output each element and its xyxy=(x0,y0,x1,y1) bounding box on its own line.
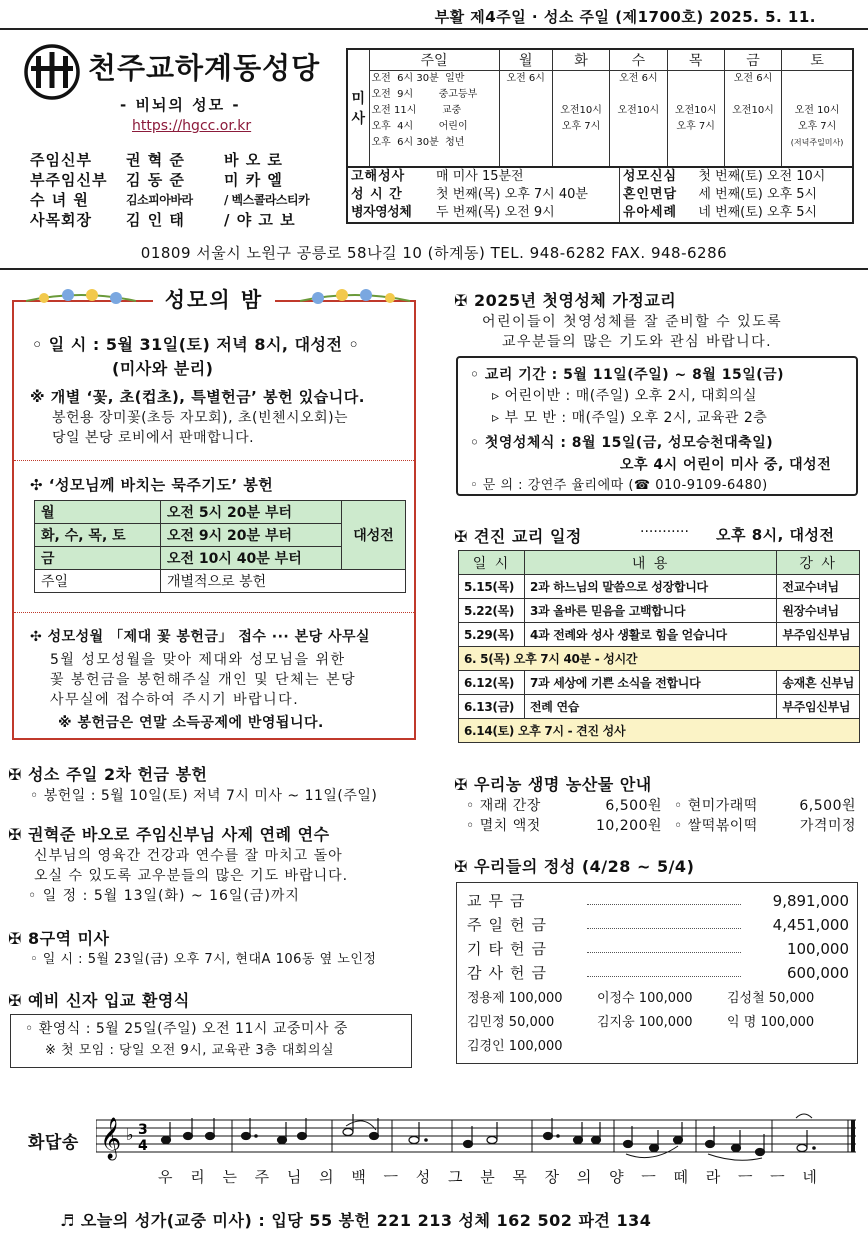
offering-title: ✠ 우리들의 정성 (4/28 ~ 5/4) xyxy=(454,857,695,876)
district-mass-text: ◦ 일 시 : 5월 23일(금) 오후 7시, 현대A 106동 옆 노인정 xyxy=(30,952,377,967)
confirmation-dots: ··········· xyxy=(640,524,689,540)
table-row: 6.12(목) 7과 세상에 기쁜 소식을 전합니다 송재흔 신부님 xyxy=(459,671,860,695)
day-header: 토 xyxy=(782,49,853,71)
staff-name: 김소피아바라 xyxy=(126,193,193,207)
confirmation-time: 오후 8시, 대성전 xyxy=(716,526,835,544)
first-communion-title: ✠ 2025년 첫영성체 가정교리 xyxy=(454,291,677,310)
service-row: 성 시 간 첫 번째(목) 오후 7시 40분 혼인면담 세 번째(토) 오후 5시 xyxy=(351,187,818,202)
table-row: 월 오전 5시 20분 부터 대성전 xyxy=(35,501,406,524)
psalm-lyrics: 우 리 는 주 님 의 백 ㅡ 성 그 분 목 장 의 양 ㅡ 떼 라 ㅡ ㅡ 네 xyxy=(158,1168,818,1186)
altar-flower-heading: ✣ 성모성월 「제대 꽃 봉헌금」 접수 ··· 본당 사무실 xyxy=(30,629,371,645)
friday-times: 오전 6시 오전10시 xyxy=(724,71,781,167)
first-communion-box xyxy=(456,356,858,496)
offering-line: 감사헌금 600,000 xyxy=(467,961,849,985)
table-row: 6.14(토) 오후 7시 - 견진 성사 xyxy=(459,719,860,743)
service-row: 고해성사 매 미사 15분전 성모신심 첫 번째(토) 오전 10시 xyxy=(351,169,826,184)
table-row: 5.15(목) 2과 하느님의 말씀으로 성장합니다 전교수녀님 xyxy=(459,575,860,599)
offering-line: 교무금 9,891,000 xyxy=(467,889,849,913)
mass-schedule-table xyxy=(346,48,854,168)
saturday-times: 오전 10시 오후 7시 (저녁주일미사) xyxy=(782,71,853,167)
day-header: 목 xyxy=(667,49,724,71)
mass-label: 미사 xyxy=(347,49,369,167)
psalm-label: 화답송 xyxy=(28,1133,79,1153)
pastor-retreat-text: 신부님의 영육간 건강과 연수를 잘 마치고 돌아 오실 수 있도록 교우분들의 많은 기도 바랍니다. ◦ 일 정 : 5월 13일(화) ~ 16일(금)까지 xyxy=(28,848,349,904)
class-period: ◦ 교리 기간 : 5월 11일(주일) ~ 8월 15일(금) xyxy=(470,367,785,383)
day-header: 수 xyxy=(610,49,667,71)
psalm-score xyxy=(96,1110,856,1168)
address-line: 01809 서울시 노원구 공릉로 58나길 10 (하계동) TEL. 948-6282 FAX. 948-6286 xyxy=(0,236,868,270)
newcomer-ceremony: ◦ 환영식 : 5월 25일(주일) 오전 11시 교중미사 중 xyxy=(25,1021,348,1037)
altar-flower-text: 5월 성모성월을 맞아 제대와 성모님을 위한 꽃 봉헌금을 봉헌해주실 개인 및 단체는 본당 사무실에 접수하여 주시기 바랍니다. xyxy=(50,652,357,708)
staff-row xyxy=(30,170,330,190)
svg-text:♭: ♭ xyxy=(126,1125,134,1144)
donor-row: 정용제 100,000 이정수 100,000 김성철 50,000 xyxy=(467,991,815,1006)
day-header: 주일 xyxy=(369,49,499,71)
prayer-place: 대성전 xyxy=(342,501,406,570)
rosary-prayer-table xyxy=(34,500,406,593)
staff-baptism: / 야 고 보 xyxy=(224,211,296,229)
staff-role: 부주임신부 xyxy=(30,171,108,189)
sacrament-services-table xyxy=(346,168,854,224)
staff-role: 주임신부 xyxy=(30,151,92,169)
service-row: 병자영성체 두 번째(목) 오전 9시 유아세례 네 번째(토) 오후 5시 xyxy=(347,204,853,223)
vocation-offering-title: ✠ 성소 주일 2차 헌금 봉헌 xyxy=(8,765,208,784)
rosary-when: ◦ 일 시 : 5월 31일(토) 저녁 8시, 대성전 ◦ xyxy=(32,335,360,354)
ceremony-date: ◦ 첫영성체식 : 8월 15일(금, 성모승천대축일) xyxy=(470,435,774,451)
divider xyxy=(14,460,414,461)
staff-role: 수 녀 원 xyxy=(30,191,89,209)
farm-title: ✠ 우리농 생명 농산물 안내 xyxy=(454,775,652,794)
monday-times: 오전 6시 xyxy=(499,71,552,167)
thursday-times: 오전10시 오후 7시 xyxy=(667,71,724,167)
offering-box xyxy=(456,882,858,1064)
newcomer-box xyxy=(10,1014,412,1068)
todays-hymns: ♬ 오늘의 성가(교중 미사) : 입당 55 봉헌 221 213 성체 162 502 파견 134 xyxy=(60,1211,652,1230)
confirmation-title: ✠ 견진 교리 일정 xyxy=(454,527,582,546)
kids-class: ▹ 어린이반 : 매(주일) 오후 2시, 대회의실 xyxy=(492,388,758,404)
farm-list: ◦ 재래 간장 6,500원 ◦ 현미가래떡 6,500원 ◦ 멸치 액젓 10,200원 ◦ 쌀떡볶이떡 가격미정 xyxy=(466,798,856,834)
confirmation-schedule-table: 일 시 내 용 강 사 5.15(목) 2과 하느님의 말씀으로 성장합니다 전교수녀님 5.22(목) 3과 올바른 믿음을 고백합니다 원장수녀님 5.29(목) 4과 전례와 성사 생활로 힘을 얻습니다 부주임신부님 6. 5(목) 오후 7시 40분 - 성시간 6.12(목) 7과 세상에 기쁜 소식을 전합니다 송재흔 신부님 6.13(금) 전례 연습 부주임신부님 6.14(토) 오후 7시 - 견진 성사 xyxy=(458,550,860,743)
rosary-prayer-heading: ✣ ‘성모님께 바치는 묵주기도’ 봉헌 xyxy=(30,476,274,494)
parish-name: 천주교하계동성당 xyxy=(88,51,321,85)
staff-name: 김 동 준 xyxy=(126,171,185,189)
staff-row xyxy=(30,190,330,210)
vocation-offering-date: ◦ 봉헌일 : 5월 10일(토) 저녁 7시 미사 ~ 11일(주일) xyxy=(30,788,378,804)
wednesday-times: 오전 6시 오전10시 xyxy=(610,71,667,167)
staff-row xyxy=(30,210,330,230)
day-header: 화 xyxy=(552,49,609,71)
table-row: 6. 5(목) 오후 7시 40분 - 성시간 xyxy=(459,647,860,671)
newcomer-meeting: ※ 첫 모임 : 당일 오전 9시, 교육관 3층 대회의실 xyxy=(45,1043,335,1058)
table-row: 주일 개별적으로 봉헌 xyxy=(35,570,406,593)
contact: ◦ 문 의 : 강연주 율리에따 (☎ 010-9109-6480) xyxy=(470,478,768,493)
sunday-times: 오전 6시 30분 일반 오전 9시 중고등부 오전 11시 교중 오후 4시 어린이 오후 6시 30분 청년 xyxy=(369,71,499,167)
divider xyxy=(14,612,414,613)
first-communion-intro: 어린이들이 첫영성체를 잘 준비할 수 있도록 교우분들의 많은 기도와 관심 바랍니다. xyxy=(482,314,783,350)
parents-class: ▹ 부 모 반 : 매(주일) 오후 2시, 교육관 2층 xyxy=(492,410,768,426)
staff-list xyxy=(30,150,330,230)
staff-baptism: / 벡스콜라스티카 xyxy=(224,193,310,207)
tuesday-times: 오전10시 오후 7시 xyxy=(552,71,609,167)
ceremony-time: 오후 4시 어린이 미사 중, 대성전 xyxy=(620,457,832,473)
staff-row xyxy=(30,150,330,170)
donor-row: 김경인 100,000 xyxy=(467,1039,563,1054)
table-row: 화, 수, 목, 토 오전 9시 20분 부터 xyxy=(35,524,406,547)
day-header: 금 xyxy=(724,49,781,71)
donor-row: 김민정 50,000 김지웅 100,000 익 명 100,000 xyxy=(467,1015,815,1030)
rosary-note-text: 봉헌용 장미꽃(초등 자모회), 초(빈첸시오회)는 당일 본당 로비에서 판매합니다. xyxy=(52,410,349,446)
table-row: 6.13(금) 전례 연습 부주임신부님 xyxy=(459,695,860,719)
rosary-title: 성모의 밤 xyxy=(12,284,416,314)
tax-note: ※ 봉헌금은 연말 소득공제에 반영됩니다. xyxy=(58,715,324,731)
parish-website-link[interactable]: https://hgcc.or.kr xyxy=(132,118,252,134)
rosary-when-note: (미사와 분리) xyxy=(112,359,214,378)
pastor-retreat-title: ✠ 권혁준 바오로 주임신부님 사제 연례 연수 xyxy=(8,825,330,844)
offering-line: 주일헌금 4,451,000 xyxy=(467,913,849,937)
staff-baptism: 바 오 로 xyxy=(224,151,283,169)
staff-name: 김 인 태 xyxy=(126,211,185,229)
table-row: 5.29(목) 4과 전례와 성사 생활로 힘을 얻습니다 부주임신부님 xyxy=(459,623,860,647)
svg-text:3: 3 xyxy=(138,1122,148,1138)
svg-text:𝄞: 𝄞 xyxy=(100,1118,122,1159)
table-row: 금 오전 10시 40분 부터 xyxy=(35,547,406,570)
staff-role: 사목회장 xyxy=(30,211,92,229)
issue-bar xyxy=(0,0,868,30)
district-mass-title: ✠ 8구역 미사 xyxy=(8,929,110,948)
issue-date: 부활 제4주일 · 성소 주일 (제1700호) 2025. 5. 11. xyxy=(434,8,816,26)
day-header: 월 xyxy=(499,49,552,71)
church-logo-icon xyxy=(24,44,80,100)
offering-line: 기타헌금 100,000 xyxy=(467,937,849,961)
rosary-note-heading: ※ 개별 ‘꽃, 초(컵초), 특별헌금’ 봉헌 있습니다. xyxy=(30,388,365,406)
table-row: 5.22(목) 3과 올바른 믿음을 고백합니다 원장수녀님 xyxy=(459,599,860,623)
parish-subtitle: - 비뇌의 성모 - xyxy=(120,96,241,114)
newcomer-title: ✠ 예비 신자 입교 환영식 xyxy=(8,991,190,1010)
svg-text:4: 4 xyxy=(138,1138,148,1154)
staff-name: 권 혁 준 xyxy=(126,151,185,169)
staff-baptism: 미 카 엘 xyxy=(224,171,283,189)
